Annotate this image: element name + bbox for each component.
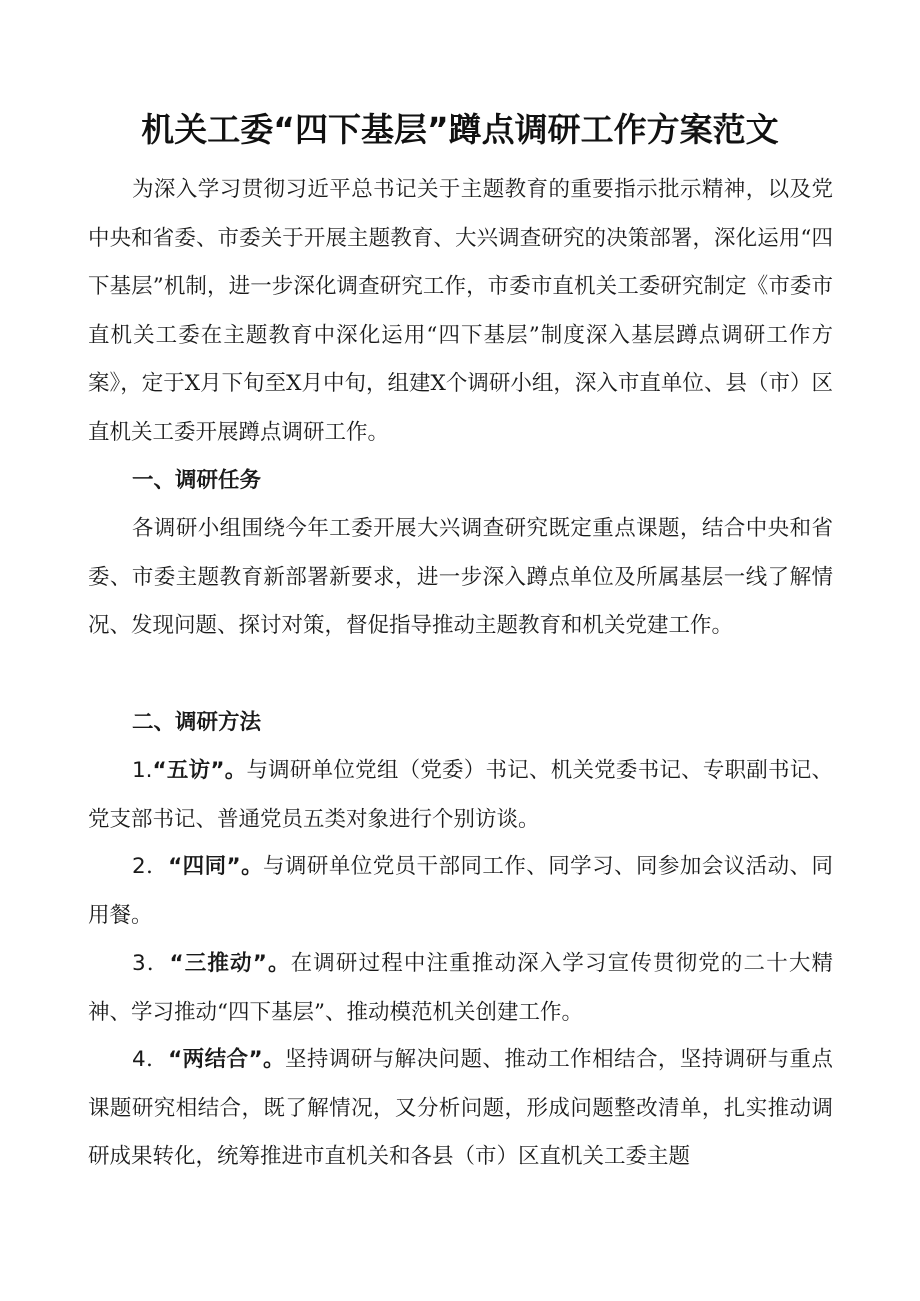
intro-paragraph: 为深入学习贯彻习近平总书记关于主题教育的重要指示批示精神，以及党中央和省委、市委关于开展主题教育、大兴调查研究的决策部署，深化运用“四下基层”机制，进一步深化调查研究工作，市委市直机关工委研究制定《市委市直机关工委在主题教育中深化运用“四下基层”制度深入基层蹲点调研工作方案》，定于X月下旬至X月中旬，组建X个调研小组，深入市直单位、县（市）区直机关工委开展蹲点调研工作。 [88, 177, 833, 445]
section-heading-methods: 二、调研方法 [132, 710, 262, 735]
section-heading-tasks: 一、调研任务 [132, 468, 262, 493]
method-item-lead: “五访”。 [152, 758, 247, 783]
tasks-paragraph: 各调研小组围绕今年工委开展大兴调查研究既定重点课题，结合中央和省委、市委主题教育新部署新要求，进一步深入蹲点单位及所属基层一线了解情况、发现问题、探讨对策，督促指导推动主题教育和机关党建工作。 [88, 516, 833, 638]
method-item-text: 在调研过程中注重推动深入学习宣传贯彻党的二十大精神、学习推动“四下基层”、推动模范机关创建工作。 [88, 951, 833, 1025]
method-item-lead: “四同”。 [168, 854, 264, 879]
method-item-lead: “两结合”。 [168, 1047, 285, 1072]
method-item-1 [88, 747, 833, 844]
method-item-number: 2． [132, 854, 169, 879]
method-item-number: 3． [132, 951, 170, 976]
method-item-3 [88, 940, 833, 1037]
method-item-text: 坚持调研与解决问题、推动工作相结合，坚持调研与重点课题研究相结合，既了解情况，又分析问题，形成问题整改清单，扎实推动调研成果转化，统筹推进市直机关和各县（市）区直机关工委主题 [88, 1047, 833, 1169]
method-item-text: 与调研单位党员干部同工作、同学习、同参加会议活动、同用餐。 [88, 854, 833, 928]
document-title: 机关工委“四下基层”蹲点调研工作方案范文 [141, 110, 779, 149]
method-item-number: 1. [132, 758, 153, 783]
method-item-lead: “三推动”。 [169, 951, 291, 976]
method-item-2 [88, 843, 833, 940]
method-item-number: 4． [132, 1047, 169, 1072]
method-item-text: 与调研单位党组（党委）书记、机关党委书记、专职副书记、党支部书记、普通党员五类对象进行个别访谈。 [88, 758, 833, 832]
method-item-4 [88, 1036, 833, 1182]
